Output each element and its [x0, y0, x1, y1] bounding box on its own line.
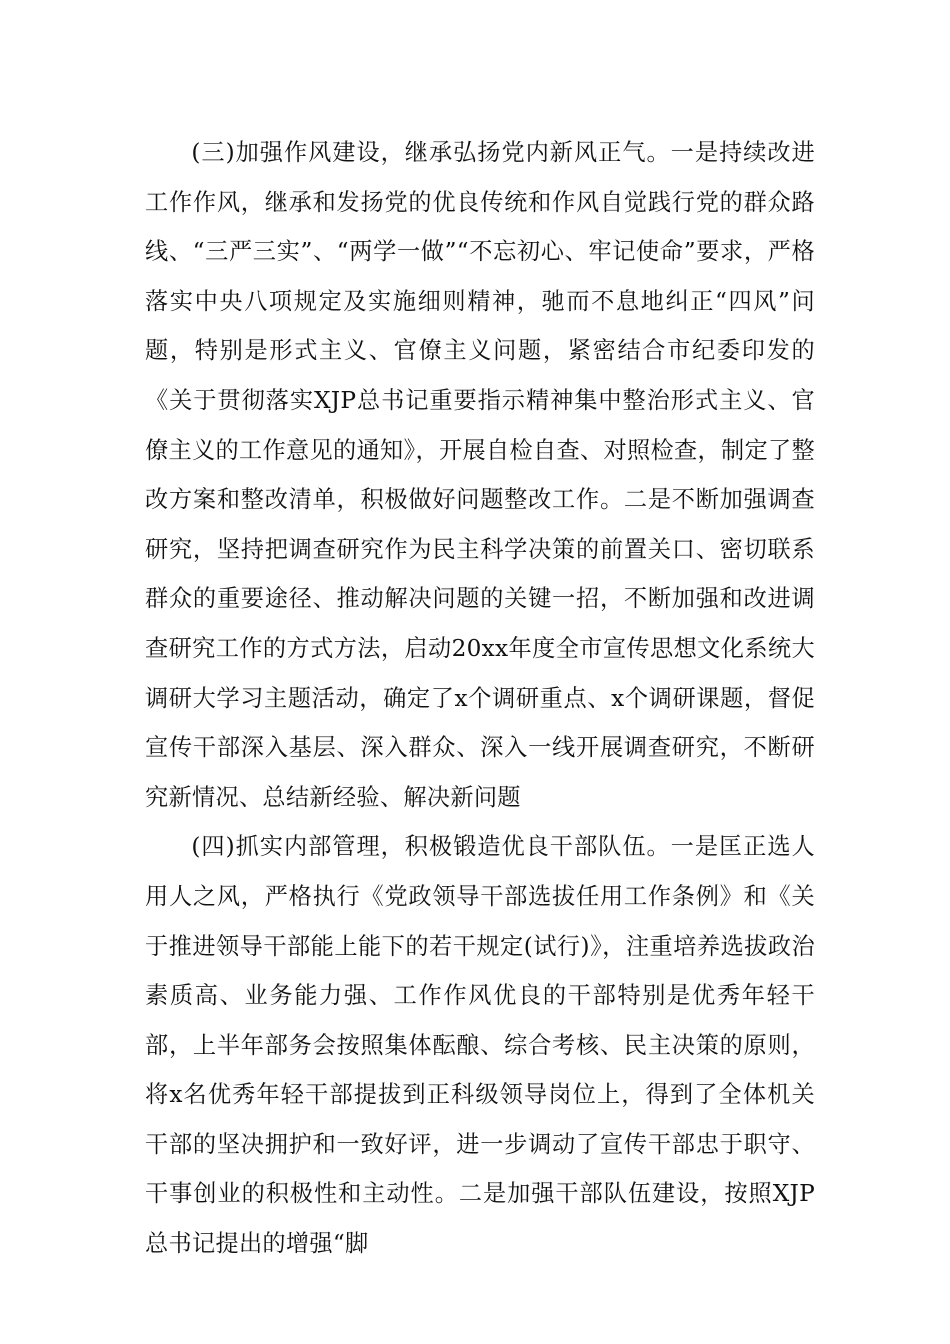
paragraph-section-3: (三)加强作风建设，继承弘扬党内新风正气。一是持续改进工作作风，继承和发扬党的优良传统和作风自觉践行党的群众路线、“三严三实”、“两学一做”“不忘初心、牢记使命”要求，严格落实中央八项规定及实施细则精神，驰而不息地纠正“四风”问题，特别是形式主义、官僚主义问题，紧密结合市纪委印发的《关于贯彻落实XJP总书记重要指示精神集中整治形式主义、官僚主义的工作意见的通知》，开展自检自查、对照检查，制定了整改方案和整改清单，积极做好问题整改工作。二是不断加强调查研究，坚持把调查研究作为民主科学决策的前置关口、密切联系群众的重要途径、推动解决问题的关键一招，不断加强和改进调查研究工作的方式方法，启动20xx年度全市宣传思想文化系统大调研大学习主题活动，确定了x个调研重点、x个调研课题，督促宣传干部深入基层、深入群众、深入一线开展调查研究，不断研究新情况、总结新经验、解决新问题: [145, 139, 815, 811]
document-body: [145, 128, 815, 1269]
paragraph-section-4: (四)抓实内部管理，积极锻造优良干部队伍。一是匡正选人用人之风，严格执行《党政领导干部选拔任用工作条例》和《关于推进领导干部能上能下的若干规定(试行)》，注重培养选拔政治素质高、业务能力强、工作作风优良的干部特别是优秀年轻干部，上半年部务会按照集体酝酿、综合考核、民主决策的原则，将x名优秀年轻干部提拔到正科级领导岗位上，得到了全体机关干部的坚决拥护和一致好评，进一步调动了宣传干部忠于职守、干事创业的积极性和主动性。二是加强干部队伍建设，按照XJP总书记提出的增强“脚: [145, 833, 815, 1258]
